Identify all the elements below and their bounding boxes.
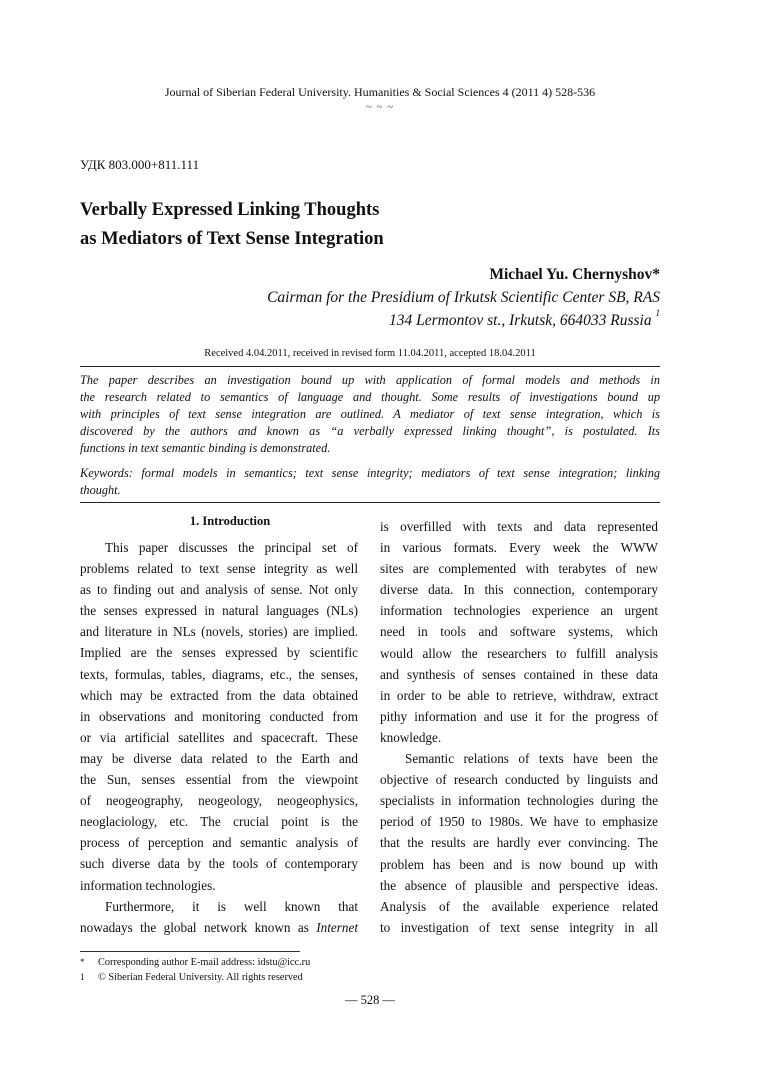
footnote — [80, 955, 380, 970]
paragraph-line: sites are complemented with terabytes of new — [380, 561, 658, 577]
paragraph-line: need in tools and software systems, which — [380, 624, 658, 640]
paragraph-line: Analysis of the available experience related — [380, 898, 658, 914]
footnote-mark: 1 — [80, 972, 85, 982]
header-separator: ~ ~ ~ — [365, 101, 395, 113]
paragraph-line: may be diverse data related to the Earth and — [80, 750, 358, 766]
footnote-rule — [80, 951, 300, 952]
paragraph-line: This paper discusses the principal set of — [105, 540, 358, 555]
paragraph-line: process of perception and semantic analysis of — [80, 835, 358, 851]
italic-word: Internet — [316, 919, 358, 935]
paragraph-line: specialists in information technologies during the — [380, 793, 658, 809]
paragraph-line: and synthesis of senses contained in these data — [380, 666, 658, 682]
paragraph-line: Semantic relations of texts have been the — [405, 751, 658, 767]
author-address-block — [388, 308, 660, 330]
paragraph-line: knowledge. — [380, 729, 442, 745]
keywords — [80, 465, 660, 499]
paragraph-line: problems related to text sense integrity as well — [80, 561, 358, 577]
paragraph-line: to investigation of text sense integrity in all — [380, 919, 658, 935]
paragraph-line: in order to be able to retrieve, withdraw, extract — [380, 687, 658, 703]
title-line: Verbally Expressed Linking Thoughts — [80, 200, 380, 220]
paragraph-line: in various formats. Every week the WWW — [380, 540, 658, 556]
address-footnote-mark: 1 — [655, 308, 660, 318]
paragraph-line: and literature in NLs (novels, stories) are implied. — [80, 624, 358, 640]
paragraph-line: Furthermore, it is well known that — [105, 898, 358, 914]
right-column — [380, 516, 658, 938]
footnote-text: Corresponding author E-mail address: idstu@icc.ru — [98, 957, 311, 968]
paragraph-line: such diverse data by the tools of contemporary — [80, 856, 358, 872]
section-heading-introduction: 1. Introduction — [189, 514, 271, 528]
paragraph-line: the absence of plausible and perspective ideas. — [380, 877, 658, 893]
paragraph-line: which may be extracted from the data obtained — [80, 687, 358, 703]
footnotes — [80, 955, 380, 985]
paragraph-line: of neogeography, neogeology, neogeophysics, — [80, 793, 358, 809]
footnote-mark: * — [80, 957, 85, 967]
paragraph-line: as to finding out and analysis of sense. Not only — [80, 582, 358, 598]
abstract-line: discovered by the authors and known as “a verbally expressed linking thought”, is postulated. Its — [80, 424, 660, 438]
abstract-line: the research related to semantics of language and thought. Some results of investigations bound up — [80, 390, 660, 404]
footnote — [80, 970, 380, 985]
author-name: Michael Yu. Chernyshov* — [489, 266, 660, 283]
paragraph-line: or via artificial satellites and spacecraft. These — [80, 729, 358, 745]
paragraph-line-text: nowadays the global network known as — [80, 919, 309, 935]
paragraph-line: texts, formulas, tables, diagrams, etc., the senses, — [80, 666, 358, 682]
paragraph-line: in observations and monitoring conducted from — [80, 708, 358, 724]
paragraph-line: period of 1950 to 1980s. We have to emphasize — [380, 814, 658, 830]
title-line: as Mediators of Text Sense Integration — [80, 229, 384, 249]
abstract-line: The paper describes an investigation bound up with application of formal models and methods in — [80, 373, 660, 387]
paragraph-line: the Sun, senses essential from the viewpoint — [80, 772, 358, 788]
paragraph-line: is overfilled with texts and data represented — [380, 519, 658, 534]
paragraph-line: problem has been and is now bound up with — [380, 856, 658, 872]
udc-code: УДК 803.000+811.111 — [80, 157, 200, 172]
paragraph-line: pithy information and use it for the progress of — [380, 708, 658, 724]
page-number: — 528 — — [345, 993, 395, 1007]
abstract-line: with principles of text sense integration are outlined. A mediator of text sense integration, which is — [80, 407, 660, 421]
paragraph-line: diverse data. In this connection, contemporary — [380, 582, 658, 598]
abstract-bottom-rule — [80, 502, 660, 503]
keywords-line: thought. — [80, 483, 121, 497]
paragraph-line: would allow the researchers to fulfill analysis — [380, 645, 658, 661]
abstract-line: functions in text semantic binding is demonstrated. — [80, 441, 331, 455]
paragraph-line: that the results are hardly ever convincing. The — [380, 835, 658, 851]
paragraph-line: information technologies experience an urgent — [380, 603, 658, 619]
keywords-line: Keywords: formal models in semantics; text sense integrity; mediators of text sense integration; linking — [80, 466, 660, 480]
footnote-text: © Siberian Federal University. All rights reserved — [98, 972, 303, 983]
paragraph-line: information technologies. — [80, 877, 216, 893]
paragraph-line-with-italic — [80, 917, 358, 938]
paragraph-line: neoglaciology, etc. The crucial point is the — [80, 814, 358, 830]
paper-title — [80, 196, 384, 254]
left-column — [80, 537, 358, 938]
abstract-top-rule — [80, 366, 660, 367]
abstract — [80, 372, 660, 457]
paragraph-line: objective of research conducted by linguists and — [380, 772, 658, 788]
author-address: 134 Lermontov st., Irkutsk, 664033 Russia — [388, 312, 652, 330]
author-affiliation: Cairman for the Presidium of Irkutsk Scientific Center SB, RAS — [267, 289, 660, 306]
received-dates: Received 4.04.2011, received in revised form 11.04.2011, accepted 18.04.2011 — [204, 348, 536, 359]
journal-header: Journal of Siberian Federal University. Humanities & Social Sciences 4 (2011 4) 528-536 — [164, 85, 596, 99]
paragraph-line: the senses expressed in natural languages (NLs) — [80, 603, 358, 619]
paragraph-line: Implied are the senses expressed by scientific — [80, 645, 358, 661]
